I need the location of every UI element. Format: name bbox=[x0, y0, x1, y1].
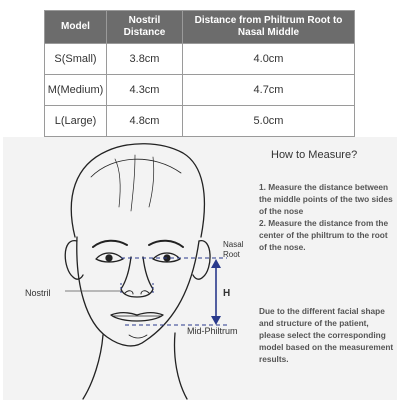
left-eyebrow bbox=[93, 241, 127, 247]
table-header-row bbox=[45, 11, 355, 44]
nostril-label: Nostril bbox=[25, 288, 51, 298]
header-philtrum-distance: Distance from Philtrum Root to Nasal Middle bbox=[183, 11, 355, 44]
mid-philtrum-label: Mid-Philtrum bbox=[187, 326, 238, 336]
philtrum-distance-cell: 5.0cm bbox=[183, 106, 355, 137]
table-row bbox=[45, 44, 355, 75]
header-model: Model bbox=[45, 11, 107, 44]
step-1-text: 1. Measure the distance between the middle points of the two sides of the nose bbox=[259, 182, 393, 216]
step-2-text: 2. Measure the distance from the center of the philtrum to the root of the nose. bbox=[259, 218, 389, 252]
measurement-note: Due to the different facial shape and structure of the patient, please select the corresponding model based on the measurement results. bbox=[259, 306, 394, 364]
model-cell: L(Large) bbox=[45, 106, 107, 137]
nasal-root-label-line1: Nasal bbox=[223, 240, 244, 249]
philtrum-distance-cell: 4.0cm bbox=[183, 44, 355, 75]
model-cell: M(Medium) bbox=[45, 75, 107, 106]
height-label: H bbox=[223, 288, 231, 299]
measure-panel bbox=[3, 137, 397, 400]
nostril-distance-cell: 4.8cm bbox=[107, 106, 183, 137]
face-outline bbox=[77, 237, 199, 346]
up-arrow bbox=[211, 259, 221, 268]
header-nostril-distance: Nostril Distance bbox=[107, 11, 183, 44]
table-row bbox=[45, 75, 355, 106]
nostril-distance-cell: 3.8cm bbox=[107, 44, 183, 75]
nostril-distance-cell: 4.3cm bbox=[107, 75, 183, 106]
nostril-width-bracket bbox=[121, 283, 153, 295]
table-row bbox=[45, 106, 355, 137]
philtrum-distance-cell: 4.7cm bbox=[183, 75, 355, 106]
measurement-steps bbox=[259, 181, 395, 253]
right-eyebrow bbox=[149, 241, 183, 247]
mouth bbox=[111, 313, 163, 321]
model-cell: S(Small) bbox=[45, 44, 107, 75]
how-to-measure-title: How to Measure? bbox=[271, 149, 358, 161]
left-ear bbox=[65, 241, 83, 280]
size-table bbox=[44, 10, 355, 137]
down-arrow bbox=[211, 316, 221, 325]
nasal-root-label-line2: Root bbox=[223, 250, 240, 259]
hair-outline bbox=[71, 144, 204, 237]
nose bbox=[121, 257, 153, 297]
